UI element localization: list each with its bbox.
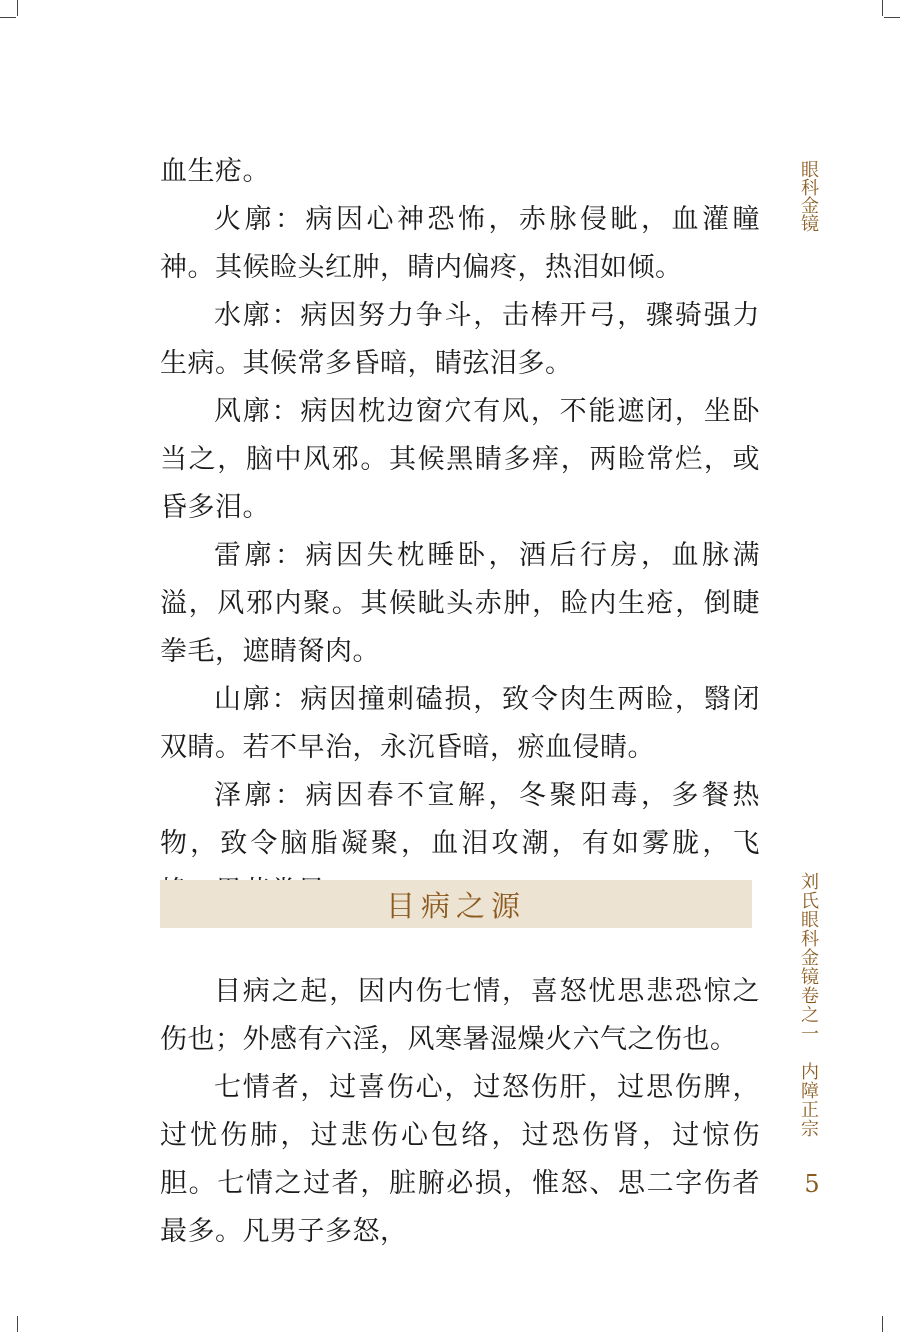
section-heading — [160, 880, 752, 928]
paragraph: 七情者，过喜伤心，过怒伤肝，过思伤脾，过忧伤肺，过悲伤心包络，过恐伤肾，过惊伤胆。七情之过者，脏腑必损，惟怒、思二字伤者最多。凡男子多怒， — [160, 1072, 760, 1247]
paragraph: 水廓：病因努力争斗，击棒开弓，骤骑强力生病。其候常多昏暗，睛弦泪多。 — [160, 300, 760, 379]
paragraph: 雷廓：病因失枕睡卧，酒后行房，血脉满溢，风邪内聚。其候眦头赤肿，睑内生疮，倒睫拳毛，遮睛胬肉。 — [160, 540, 760, 667]
section-heading-text: 目病之源 — [385, 888, 526, 923]
crop-mark — [17, 0, 18, 16]
page-number: 5 — [804, 1170, 820, 1198]
running-head-book-title: 眼科金镜 — [798, 160, 819, 232]
paragraph: 火廓：病因心神恐怖，赤脉侵眦，血灌瞳神。其候睑头红肿，睛内偏疼，热泪如倾。 — [160, 204, 760, 283]
paragraph: 目病之起，因内伤七情，喜怒忧思悲恐惊之伤也；外感有六淫，风寒暑湿燥火六气之伤也。 — [160, 976, 760, 1055]
crop-mark — [882, 1316, 883, 1332]
crop-mark — [882, 0, 883, 16]
crop-mark — [17, 1316, 18, 1332]
running-head-chapter: 刘氏眼科金镜卷之一 内障正宗 — [798, 872, 819, 1138]
paragraph: 风廓：病因枕边窗穴有风，不能遮闭，坐卧当之，脑中风邪。其候黑睛多痒，两睑常烂，或昏多泪。 — [160, 396, 760, 523]
body-text-section-2 — [160, 968, 760, 1256]
crop-mark — [0, 17, 16, 18]
body-text-section-1 — [160, 148, 760, 916]
paragraph: 血生疮。 — [160, 156, 270, 187]
paragraph: 山廓：病因撞刺磕损，致令肉生两睑，翳闭双睛。若不早治，永沉昏暗，瘀血侵睛。 — [160, 684, 760, 763]
paragraph: 泽廓：病因春不宣解，冬聚阳毒，多餐热物，致令脑脂凝聚，血泪攻潮，有如雾胧，飞 — [160, 780, 760, 859]
crop-mark — [884, 17, 900, 18]
